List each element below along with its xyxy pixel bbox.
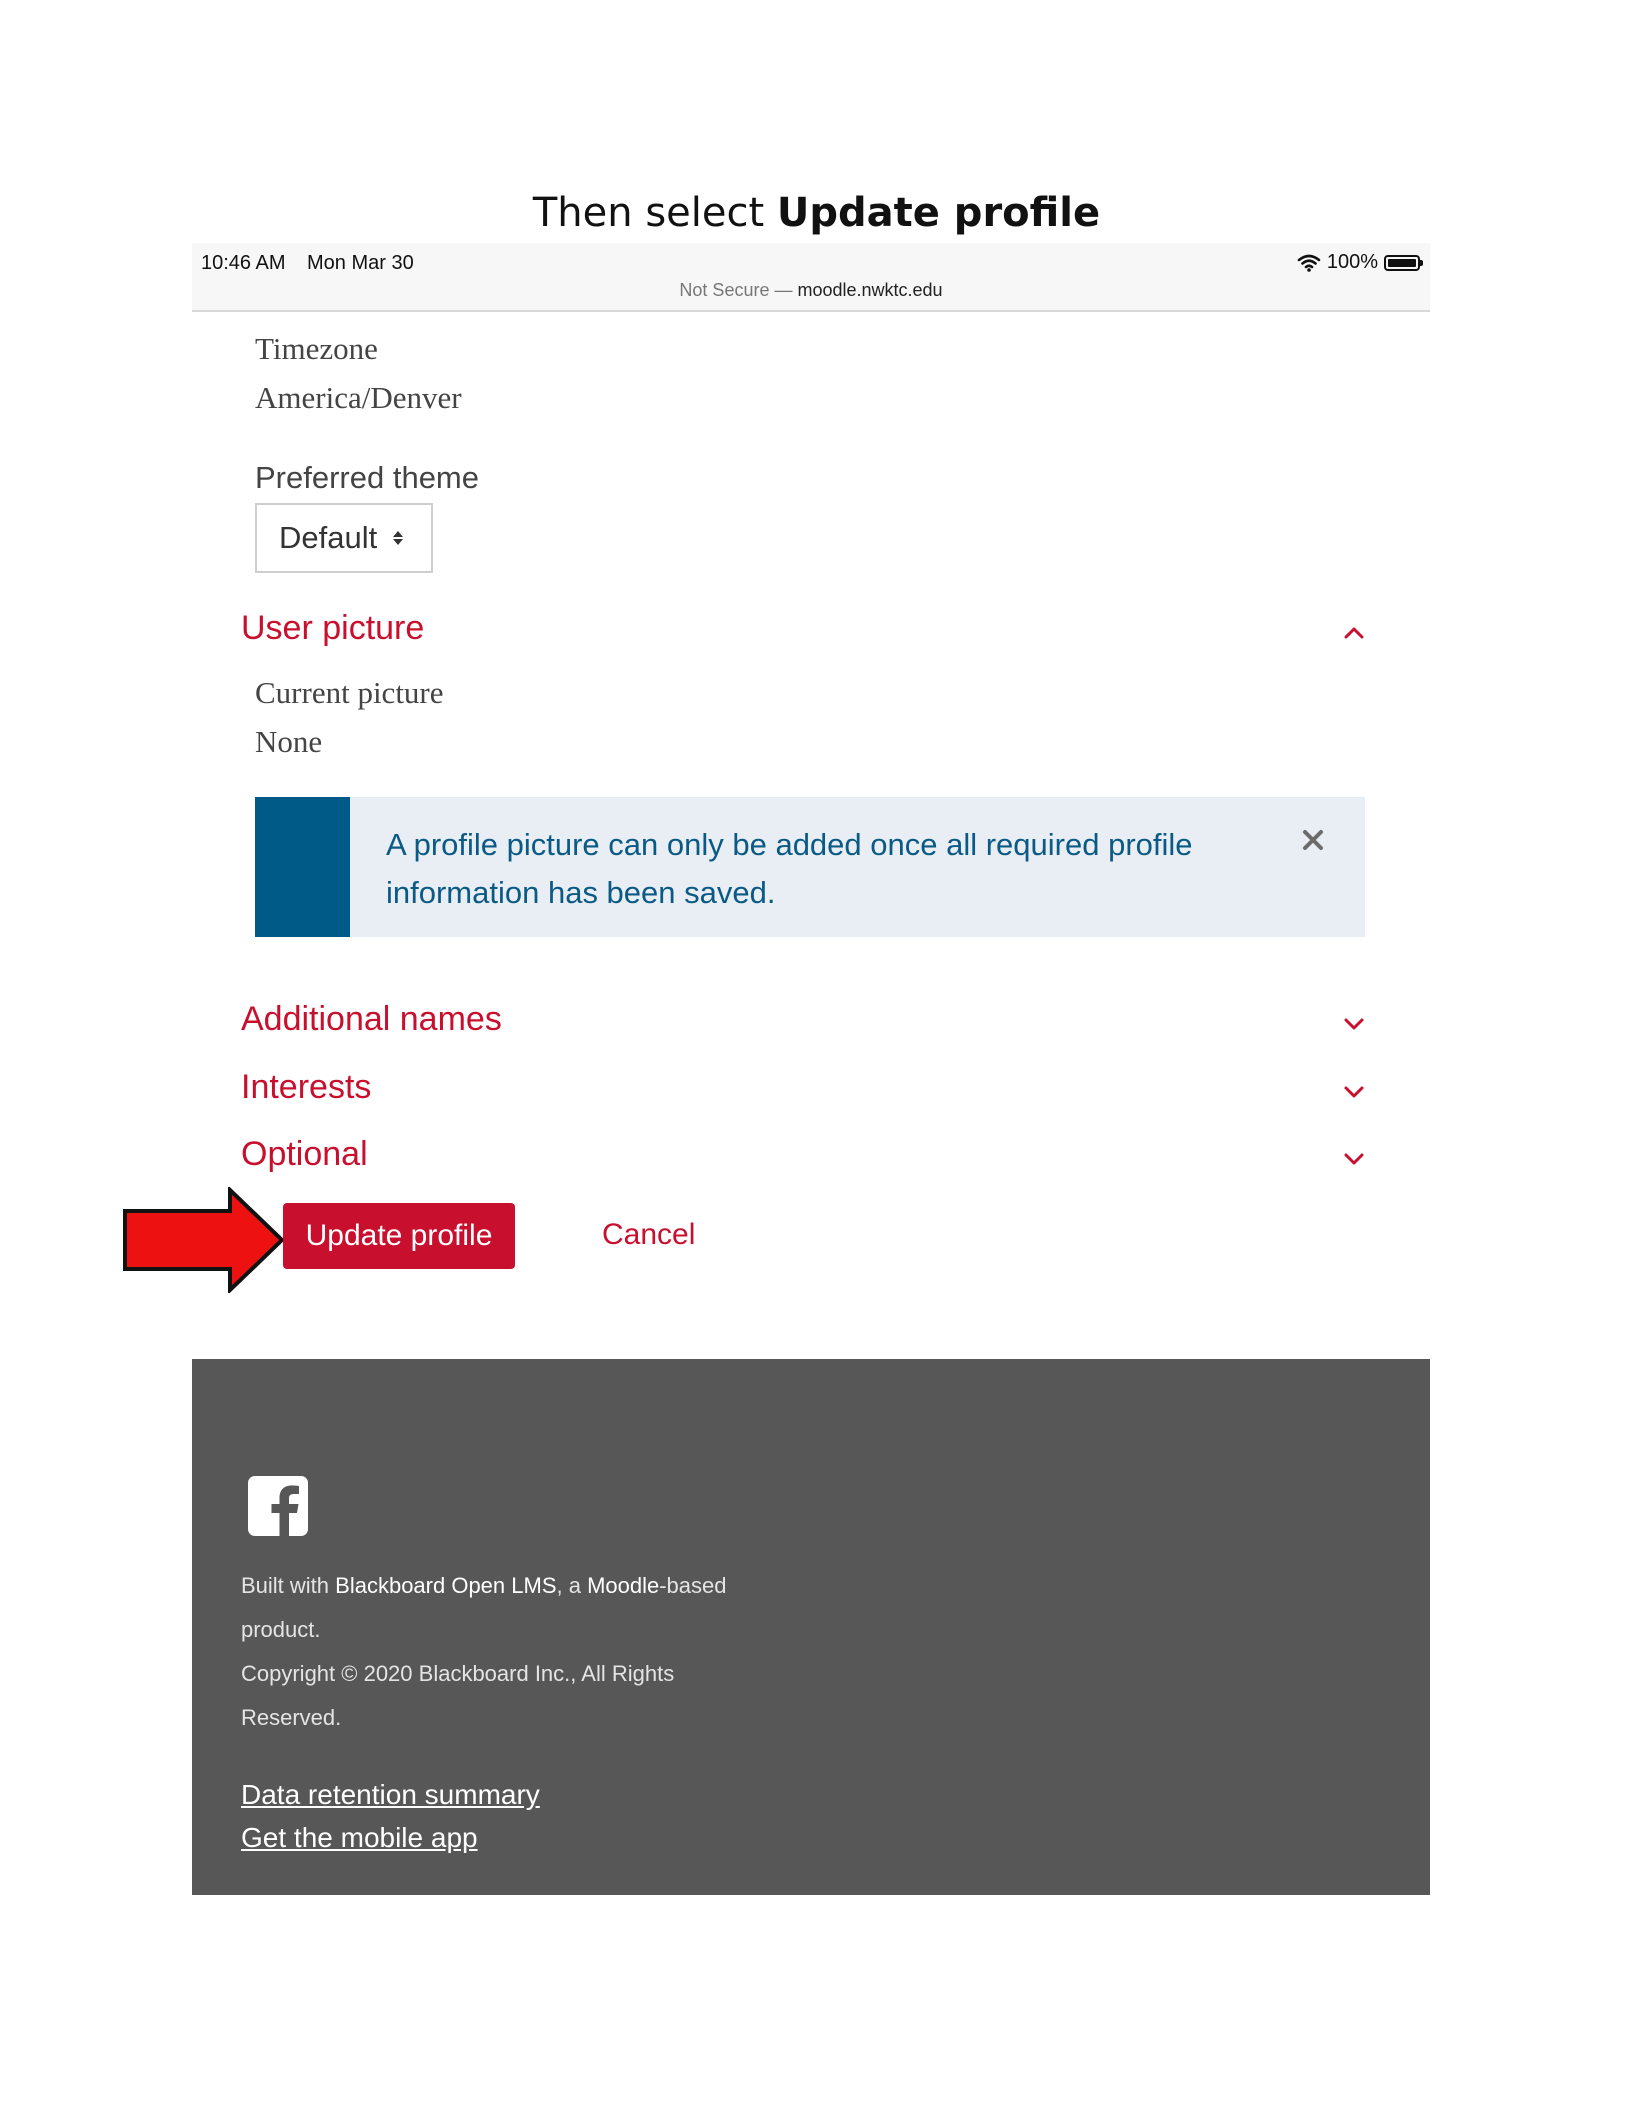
copyright-text: Copyright © 2020 Blackboard Inc., All Rights Reserved. <box>241 1661 675 1730</box>
theme-select[interactable] <box>255 503 433 573</box>
cancel-link[interactable]: Cancel <box>602 1218 696 1251</box>
battery-icon <box>1384 255 1420 271</box>
footer-credits <box>241 1564 761 1740</box>
battery-percent: 100% <box>1326 251 1378 273</box>
site-footer <box>192 1359 1430 1895</box>
alert-message: A profile picture can only be added once all required profile information has been saved. <box>386 827 1193 910</box>
mobile-app-link[interactable]: Get the mobile app <box>241 1822 478 1853</box>
built-prefix: Built with <box>241 1573 336 1598</box>
built-brand[interactable]: Blackboard Open LMS <box>335 1573 557 1598</box>
chevron-down-icon[interactable] <box>1340 1010 1368 1038</box>
data-retention-link[interactable]: Data retention summary <box>241 1779 540 1810</box>
instruction-title <box>0 190 1633 236</box>
built-suffix: -based product. <box>241 1573 727 1642</box>
info-alert <box>255 797 1365 937</box>
interests-heading[interactable]: Interests <box>241 1068 372 1106</box>
chevron-down-icon[interactable] <box>1340 1145 1368 1173</box>
theme-label: Preferred theme <box>255 460 479 495</box>
user-picture-heading[interactable]: User picture <box>241 609 425 647</box>
update-profile-button[interactable]: Update profile <box>283 1203 515 1269</box>
security-label: Not Secure — <box>679 280 793 300</box>
status-bar <box>192 243 1430 312</box>
wifi-icon <box>1297 254 1321 272</box>
current-picture-label: Current picture <box>255 675 444 710</box>
optional-heading[interactable]: Optional <box>241 1135 368 1173</box>
select-arrows-icon <box>393 531 403 545</box>
url-host: moodle.nwktc.edu <box>797 280 943 300</box>
current-picture-value: None <box>255 724 323 759</box>
timezone-value: America/Denver <box>255 380 462 415</box>
address-bar[interactable] <box>192 280 1430 301</box>
chevron-up-icon[interactable] <box>1340 619 1368 647</box>
timezone-label: Timezone <box>255 331 378 366</box>
close-icon[interactable] <box>1300 827 1326 853</box>
instruction-emphasis: Update profile <box>776 190 1101 236</box>
instruction-prefix: Then select <box>532 190 777 236</box>
alert-accent-bar <box>255 797 350 937</box>
built-moodle[interactable]: Moodle <box>587 1573 660 1598</box>
additional-names-heading[interactable]: Additional names <box>241 1000 502 1038</box>
status-right <box>1297 251 1420 274</box>
theme-select-value: Default <box>279 520 378 555</box>
facebook-icon[interactable] <box>248 1476 308 1536</box>
red-arrow-icon <box>122 1187 287 1293</box>
status-time: 10:46 AM <box>201 252 286 274</box>
status-date: Mon Mar 30 <box>307 252 414 274</box>
built-mid: , a <box>556 1573 588 1598</box>
chevron-down-icon[interactable] <box>1340 1078 1368 1106</box>
